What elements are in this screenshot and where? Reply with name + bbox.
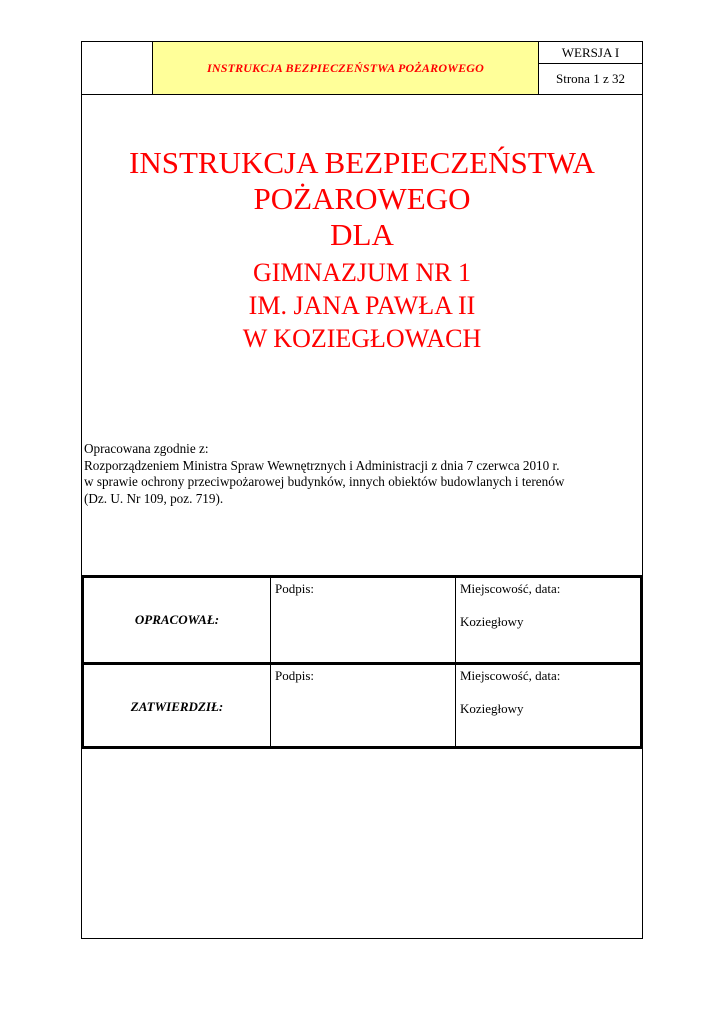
header-version: WERSJA I bbox=[539, 42, 642, 64]
legal-basis bbox=[84, 441, 639, 507]
school-name-line-3: W KOZIEGŁOWACH bbox=[242, 324, 482, 353]
place-date-label: Miejscowość, data: bbox=[460, 668, 561, 683]
main-title bbox=[81, 145, 643, 253]
school-name bbox=[81, 256, 643, 355]
legal-basis-line-1: Opracowana zgodnie z: bbox=[84, 441, 209, 456]
place-date-cell bbox=[456, 665, 640, 749]
place-value: Koziegłowy bbox=[460, 614, 524, 629]
signature-row-prepared bbox=[84, 578, 640, 662]
signature-label: Podpis: bbox=[275, 581, 315, 596]
signature-cell bbox=[271, 665, 456, 749]
legal-basis-line-2: Rozporządzeniem Ministra Spraw Wewnętrznych i Administracji z dnia 7 czerwca 2010 r. bbox=[84, 457, 560, 473]
main-title-line-1: INSTRUKCJA BEZPIECZEŃSTWA bbox=[129, 145, 595, 180]
legal-basis-line-3: w sprawie ochrony przeciwpożarowej budynków, innych obiektów budowlanych i terenów bbox=[84, 474, 565, 489]
signature-row-approved bbox=[84, 662, 640, 749]
header-meta bbox=[539, 42, 642, 94]
signature-table bbox=[81, 575, 643, 749]
legal-basis-line-4: (Dz. U. Nr 109, poz. 719). bbox=[84, 490, 224, 506]
signature-cell bbox=[271, 578, 456, 662]
main-title-line-2: POŻAROWEGO bbox=[253, 181, 471, 216]
school-name-line-1: GIMNAZJUM NR 1 bbox=[252, 258, 472, 287]
place-date-label: Miejscowość, data: bbox=[460, 581, 561, 596]
header-title: INSTRUKCJA BEZPIECZEŃSTWA POŻAROWEGO bbox=[153, 42, 539, 94]
place-value: Koziegłowy bbox=[460, 701, 524, 716]
role-cell: OPRACOWAŁ: bbox=[84, 578, 271, 662]
school-name-line-2: IM. JANA PAWŁA II bbox=[248, 291, 476, 320]
header-logo-cell bbox=[82, 42, 153, 94]
signature-label: Podpis: bbox=[275, 668, 315, 683]
place-date-cell bbox=[456, 578, 640, 662]
main-title-line-3: DLA bbox=[330, 217, 394, 252]
role-cell: ZATWIERDZIŁ: bbox=[84, 665, 271, 749]
document-header bbox=[81, 41, 643, 95]
header-page-number: Strona 1 z 32 bbox=[556, 71, 625, 86]
